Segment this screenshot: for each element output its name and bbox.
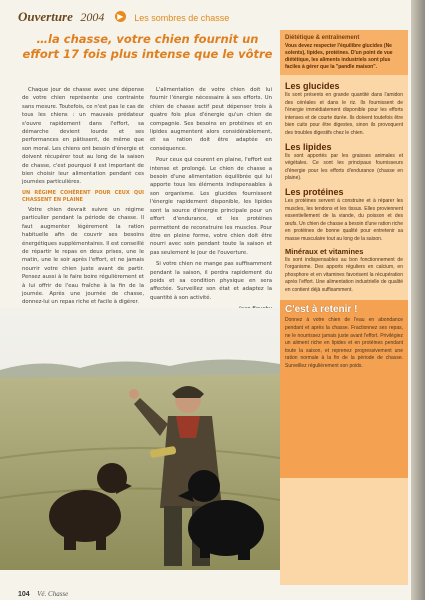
sidebar-heading: Minéraux et vitamines — [285, 246, 364, 256]
photo-illustration — [0, 308, 280, 570]
section-year: 2004 — [80, 10, 105, 24]
sidebar-intro — [280, 30, 408, 75]
retenir-text: Donnez à votre chien de l'eau en abondance pendant et après la chasse. Fractionnez ses repas, ne le nourrissez jamais juste avant l'effort. Privilégiez un aliment riche en lipides et en protéines pendant toute la saison, et reprenez progressivement une ration normale à la fin de la période de chasse. Surveillez régulièrement son poids. — [285, 317, 403, 370]
sidebar-section-glucides — [280, 75, 408, 296]
sidebar-intro-title: Diététique & entraînement — [285, 35, 360, 41]
article-paragraph: Chaque jour de chasse avec une dépense de votre chien représente une contrainte sans mesure. Toutefois, ce n'est pas le cas de tous les chiens : un mauvais prédateur s'ouvre rapidement dans l'effort, sa démarche devient lourde et ses performances en pâtissent, de même que son moral. Les chiens ont besoin d'énergie et doivent récupérer tout au long de la saison de chasse, c'est pourquoi il est important de bien choisir leur alimentation pendant ces journées particulières. — [22, 87, 144, 186]
magazine-name: Vé. Chasse — [37, 590, 69, 598]
article-subhead: UN RÉGIME COHÉRENT POUR CEUX QUI CHASSENT EN PLAINE — [22, 189, 144, 203]
sidebar-heading: Les protéines — [285, 186, 344, 197]
section-title: Ouverture — [18, 9, 73, 24]
article-column-1 — [22, 86, 144, 310]
article-paragraph: L'alimentation de votre chien doit lui fournir l'énergie nécessaire à ses efforts. Un chien de chasse actif peut dépenser trois à quatre fois plus d'énergie qu'un chien de compagnie. Ses besoins en protéines et en lipides augmentent alors considérablement, et sa ration doit être adaptée en conséquence. — [150, 87, 272, 152]
sidebar-text: Ils sont apportés par les graisses animales et végétales. Ce sont les principaux fournisseurs d'énergie pour les efforts d'endurance (chasse en plaine). — [285, 152, 403, 182]
article-paragraph: Votre chien devrait suivre un régime particulier pendant la période de chasse. Il faut augmenter légèrement la ration habituelle afin de couvrir ses besoins énergétiques supplémentaires. Il est conseillé de répartir le repas en deux prises, une le matin, une le soir après l'effort, et ne jamais nourrir votre chien juste avant de partir. Pensez aussi à le faire boire régulièrement et à lui offrir de l'eau fraîche à la fin de la journée. Après une journée de chasse, donnez-lui un repas riche et facile à digérer. — [22, 206, 144, 306]
page-binding-shadow — [411, 0, 425, 600]
article-headline: …la chasse, votre chien fournit un effort 17 fois plus intense que le vôtre — [22, 32, 273, 61]
section-subtitle: Les sombres de chasse — [134, 13, 230, 23]
article-paragraph: Pour ceux qui courent en plaine, l'effort est intense et prolongé. Le chien de chasse a besoin d'une alimentation équilibrée qui lui apporte tous les éléments indispensables à son organisme. Les glucides fournissent l'énergie rapidement disponible, les lipides sont la source d'énergie principale pour un effort d'endurance, et les protéines permettent de reconstruire les muscles. Pour être en pleine forme, votre chien doit être nourri avec soin pendant toute la saison et pas seulement le jour de l'ouverture. — [150, 157, 272, 256]
retenir-box — [280, 300, 408, 478]
sidebar-intro-text: Vous devez respecter l'équilibre glucides (Ne solents), lipides, protéines. D'un point de vue diététique, les aliments industriels sont plus faciles à gérer que la "pandle maison". — [285, 43, 393, 70]
retenir-title: C'est à retenir ! — [285, 304, 358, 316]
hunter-dogs-photo — [0, 308, 280, 570]
page-footer — [18, 583, 68, 600]
sidebar-heading: Les lipides — [285, 141, 332, 152]
sidebar-panel — [280, 30, 408, 585]
chevron-right-icon: ▶ — [115, 11, 126, 22]
sidebar-text: Les protéines servent à construire et à réparer les muscles, les tendons et les tissus. Elles proviennent essentiellement de la viande, du poisson et des œufs. Un chien de chasse a besoin d'une ration riche en protéines de bonne qualité pour entretenir sa masse musculaire tout au long de la saison. — [285, 197, 403, 242]
page-header — [18, 8, 348, 24]
article-paragraph: Si votre chien ne mange pas suffisamment pendant la saison, il perdra rapidement du poids et sa condition physique en sera affectée. Surveillez son état et adaptez la quantité à son activité. — [150, 261, 272, 301]
article-column-2 — [150, 86, 272, 314]
sidebar-text: Ils sont présents en grande quantité dans l'amidon des céréales et dans le riz. Ils fournissent de l'énergie immédiatement disponible pour les efforts intenses et de courte durée. Ils doivent toutefois être bien cuits pour être digestes, sinon ils provoquent des troubles digestifs chez le chien. — [285, 92, 403, 136]
sidebar-text: Ils sont indispensables au bon fonctionnement de l'organisme. Des apports réguliers en calcium, en phosphore et en vitamines favorisent la récupération après l'effort. Une alimentation industrielle de qualité en contient déjà suffisamment. — [285, 256, 403, 293]
sidebar-heading: Les glucides — [285, 81, 340, 91]
page-number: 104 — [18, 591, 30, 598]
